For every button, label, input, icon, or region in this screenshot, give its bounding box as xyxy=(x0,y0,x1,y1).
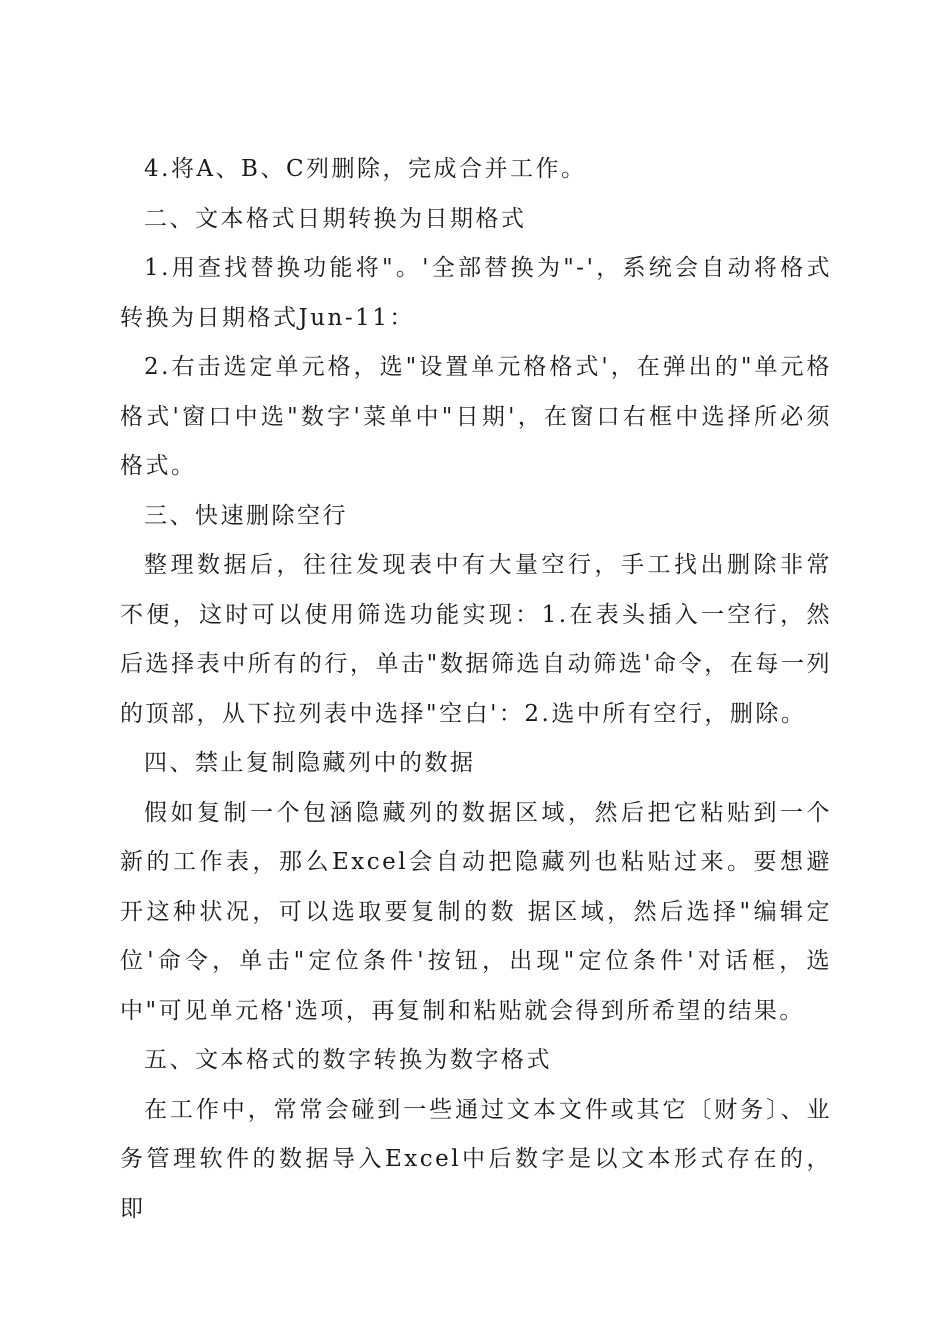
heading-section-4: 四、禁止复制隐藏列中的数据 xyxy=(144,750,476,776)
paragraph-step-1: 1.用查找替换功能将"。'全部替换为"-'，系统会自动将格式转换为日期格式Jun-11： xyxy=(120,255,832,331)
paragraph-text-to-number: 在工作中，常常会碰到一些通过文本文件或其它〔财务〕、业务管理软件的数据导入Excel中后数字是以文本形式存在的，即 xyxy=(120,1096,832,1222)
paragraph-step-4: 4.将A、B、C列删除，完成合并工作。 xyxy=(144,156,587,182)
document-body xyxy=(120,145,832,1234)
heading-section-3: 三、快速删除空行 xyxy=(144,502,348,529)
heading-section-2: 二、文本格式日期转换为日期格式 xyxy=(144,205,527,232)
paragraph-hidden-columns: 假如复制一个包涵隐藏列的数据区域，然后把它粘贴到一个新的工作表，那么Excel会自动把隐藏列也粘贴过来。要想避开这种状况，可以选取要复制的数 据区域，然后选择"编辑定位'命令，单击"定位条件'按钮，出现"定位条件'对话框，选中"可见单元格'选项，再复制和粘贴就会得到所希望的结果。 xyxy=(120,799,832,1024)
paragraph-delete-empty-rows: 整理数据后，往往发现表中有大量空行，手工找出删除非常不便，这时可以使用筛选功能实现：1.在表头插入一空行，然后选择表中所有的行，单击"数据筛选自动筛选'命令，在每一列的顶部，从下拉列表中选择"空白'：2.选中所有空行，删除。 xyxy=(120,552,832,727)
paragraph-step-2: 2.右击选定单元格，选"设置单元格格式'，在弹出的"单元格格式'窗口中选"数字'菜单中"日期'，在窗口右框中选择所必须格式。 xyxy=(120,354,832,479)
heading-section-5: 五、文本格式的数字转换为数字格式 xyxy=(144,1047,552,1073)
